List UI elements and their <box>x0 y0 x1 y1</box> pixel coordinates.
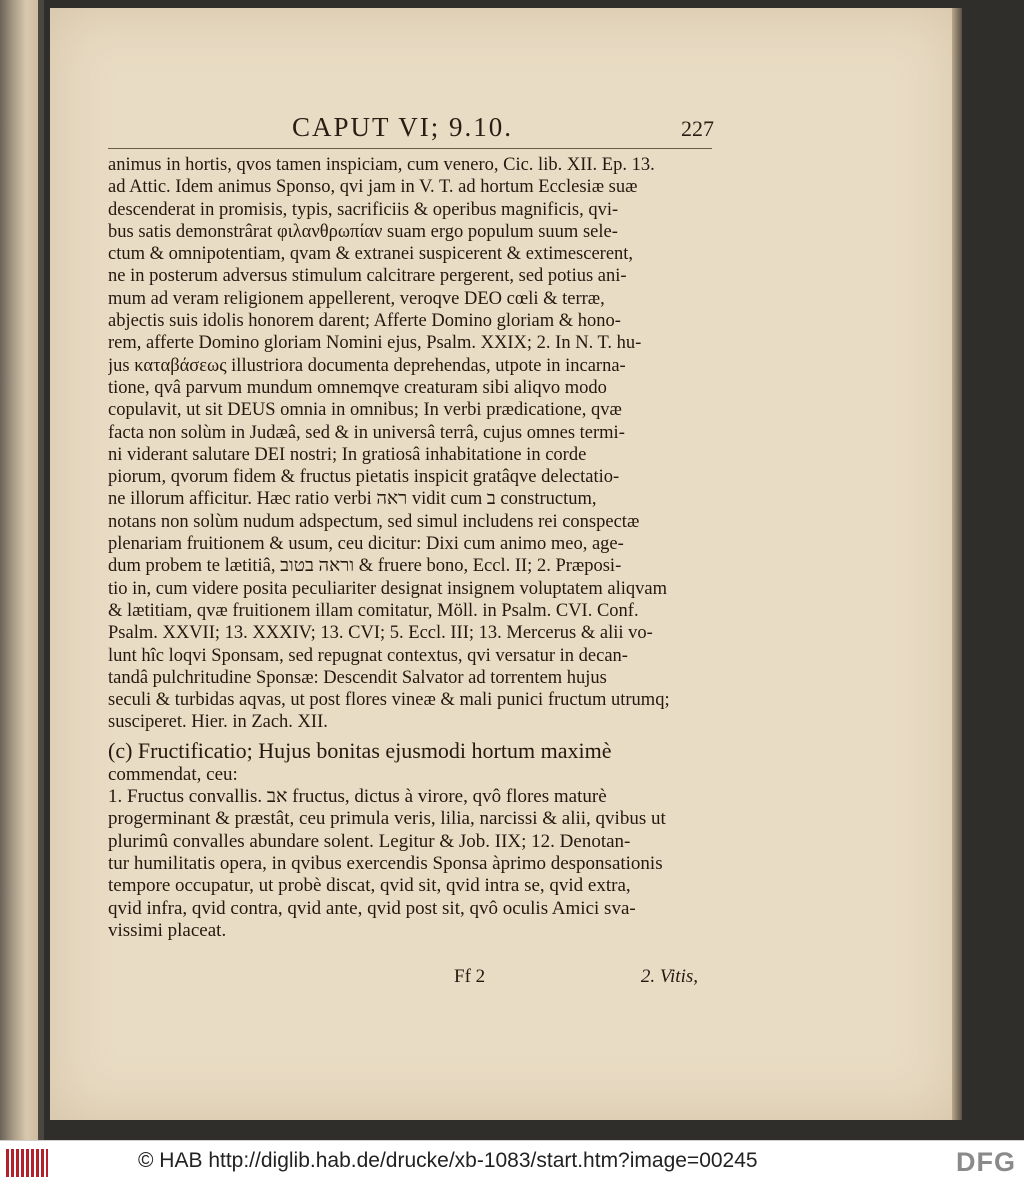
viewer-footer-bar <box>0 1140 1024 1183</box>
text-line: ne in posterum adversus stimulum calcitrare pergerent, sed potius ani- <box>108 266 627 287</box>
catchword: 2. Vitis, <box>640 966 698 987</box>
text-line: bus satis demonstrârat φιλανθρωπίαν suam ergo populum suum sele- <box>108 221 618 242</box>
page-footer <box>108 966 708 990</box>
text-line: descenderat in promisis, typis, sacrificiis & operibus magnificis, qvi- <box>108 199 619 220</box>
text-line: jus καταβάσεως illustriora documenta deprehendas, utpote in incarna- <box>108 355 626 376</box>
source-link[interactable]: © HAB http://diglib.hab.de/drucke/xb-1083/start.htm?image=00245 <box>138 1149 758 1172</box>
text-line: 1. Fructus convallis. אב fructus, dictus à virore, qvô flores maturè <box>108 786 607 808</box>
text-line: ne illorum afficitur. Hæc ratio verbi ראה vidit cum ב constructum, <box>108 489 597 510</box>
text-line: tur humilitatis opera, in qvibus exercendis Sponsa àprimo desponsationis <box>108 852 663 874</box>
body-text <box>108 154 708 942</box>
text-line: vissimi placeat. <box>108 919 227 941</box>
text-line: piorum, qvorum fidem & fructus pietatis inspicit gratâqve delectatio- <box>108 467 620 488</box>
text-line: facta non solùm in Judæâ, sed & in universâ terrâ, cujus omnes termi- <box>108 422 625 443</box>
text-line: tandâ pulchritudine Sponsæ: Descendit Salvator ad torrentem hujus <box>108 667 607 688</box>
running-header <box>292 112 714 146</box>
text-line: copulavit, ut sit DEUS omnia in omnibus; In verbi prædicatione, qvæ <box>108 400 622 421</box>
page-number: 227 <box>681 116 714 141</box>
text-line: ad Attic. Idem animus Sponso, qvi jam in V. T. ad hortum Ecclesiæ suæ <box>108 177 638 198</box>
text-line: qvid infra, qvid contra, qvid ante, qvid post sit, qvô oculis Amici sva- <box>108 897 636 919</box>
library-logo-icon <box>6 1149 48 1177</box>
adjacent-page-edge <box>0 0 44 1140</box>
text-line: ni viderant salutare DEI nostri; In gratiosâ inhabitatione in corde <box>108 444 587 465</box>
text-line: commendat, ceu: <box>108 763 238 785</box>
text-line: abjectis suis idolis honorem darent; Afferte Domino gloriam & hono- <box>108 311 621 332</box>
text-line: tio in, cum videre posita peculiariter designat insignem voluptatem aliqvam <box>108 578 667 599</box>
text-line: dum probem te lætitiâ, וראה בטוב & fruere bono, Eccl. II; 2. Præposi- <box>108 556 622 577</box>
text-line: ctum & omnipotentiam, qvam & extranei suspicerent & extimescerent, <box>108 244 634 265</box>
page-edge-shadow <box>952 8 962 1120</box>
text-line: mum ad veram religionem appellerent, veroqve DEO cœli & terræ, <box>108 288 605 309</box>
text-line: notans non solùm nudum adspectum, sed simul includens rei conspectæ <box>108 511 640 532</box>
header-rule <box>108 148 712 149</box>
text-line: & lætitiam, qvæ fruitionem illam comitatur, Möll. in Psalm. CVI. Conf. <box>108 600 639 621</box>
text-line: rem, afferte Domino gloriam Nomini ejus, Psalm. XXIX; 2. In N. T. hu- <box>108 333 642 354</box>
text-line: tione, qvâ parvum mundum omnemqve creaturam sibi aliqvo modo <box>108 377 607 398</box>
text-line: susciperet. Hier. in Zach. XII. <box>108 712 328 733</box>
dfg-logo: DFG <box>956 1147 1016 1177</box>
signature-mark: Ff 2 <box>454 966 486 987</box>
text-line: Psalm. XXVII; 13. XXXIV; 13. CVI; 5. Eccl. III; 13. Mercerus & alii vo- <box>108 623 653 644</box>
text-line: progerminant & præstât, ceu primula veris, lilia, narcissi & alii, qvibus ut <box>108 808 666 830</box>
chapter-title: CAPUT VI; 9.10. <box>292 112 514 142</box>
text-line: seculi & turbidas aqvas, ut post flores vineæ & mali punici fructum utrumq; <box>108 690 670 711</box>
text-line: lunt hîc loqvi Sponsam, sed repugnat contextus, qvi versatur in decan- <box>108 645 628 666</box>
section-heading: (c) Fructificatio; Hujus bonitas ejusmodi hortum maximè <box>108 737 612 763</box>
text-line: plenariam fruitionem & usum, ceu dicitur: Dixi cum animo meo, age- <box>108 534 624 555</box>
text-line: tempore occupatur, ut probè discat, qvid sit, qvid intra se, qvid extra, <box>108 875 631 897</box>
text-line: plurimû convalles abundare solent. Legitur & Job. IIX; 12. Denotan- <box>108 830 631 852</box>
text-line: animus in hortis, qvos tamen inspiciam, cum venero, Cic. lib. XII. Ep. 13. <box>108 155 655 175</box>
